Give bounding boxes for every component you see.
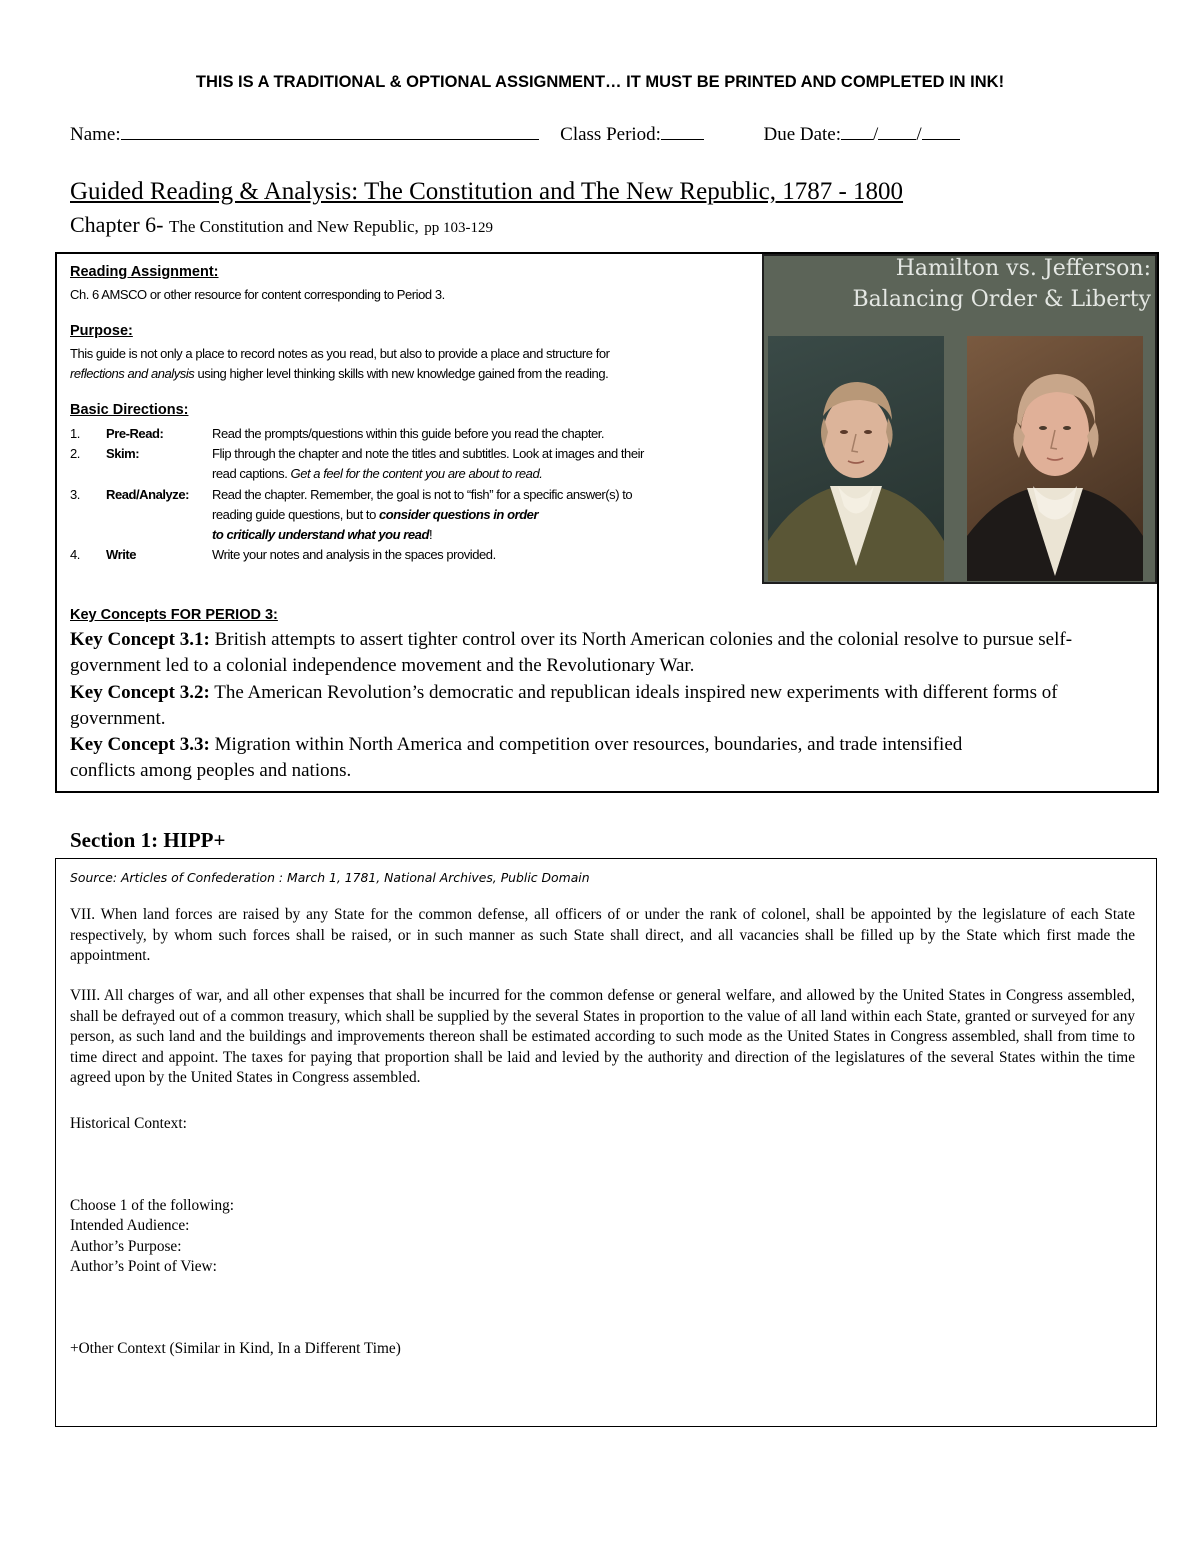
direction-number: 1. [70,426,80,441]
direction-term: Skim: [106,446,140,461]
direction-text [212,505,538,525]
direction-number: 3. [70,487,80,502]
key-concept-item [70,680,1120,733]
direction-term: Pre-Read: [106,426,164,441]
direction-number: 2. [70,446,80,461]
key-concept-text: British attempts to assert tighter control over its North American colonies and the colonial resolve to pursue self-government led to a colonial independence movement and the Revolutionary War. [70,629,1073,677]
purpose-line-2 [70,364,608,384]
due-date-label: Due Date: [763,124,842,145]
key-concepts-heading: Key Concepts FOR PERIOD 3: [70,607,278,623]
due-date-month-blank[interactable] [841,122,873,140]
class-period-blank[interactable] [661,122,704,140]
chapter-line [70,212,493,238]
key-concept-label: Key Concept 3.1: [70,629,210,650]
chapter-subtitle: The Constitution and New Republic, [168,217,419,236]
direction-text: Write your notes and analysis in the spaces provided. [212,547,496,562]
date-separator: / [873,124,879,145]
assignment-banner: THIS IS A TRADITIONAL & OPTIONAL ASSIGNMENT… IT MUST BE PRINTED AND COMPLETED IN INK! [195,73,1005,91]
jefferson-portrait-drawing [967,336,1143,581]
direction-text-part: ! [428,527,433,542]
directions-heading: Basic Directions: [70,402,189,418]
direction-emphasis: to critically understand what you read [212,527,429,542]
due-date-year-blank[interactable] [922,122,960,140]
jefferson-portrait [967,336,1143,581]
class-period-label: Class Period: [560,124,661,145]
authors-pov-label: Author’s Point of View: [70,1258,217,1275]
section-title: Section 1: HIPP+ [70,828,226,852]
intended-audience-label: Intended Audience: [70,1217,190,1234]
guide-title: Guided Reading & Analysis: The Constitution and The New Republic, 1787 - 1800 [70,178,904,205]
direction-text-part: reading guide questions, but to [212,507,376,522]
purpose-emphasis: reflections and analysis [70,366,195,381]
direction-text: Flip through the chapter and note the titles and subtitles. Look at images and their [212,446,644,461]
student-info-line [70,122,960,146]
key-concept-item [70,627,1120,680]
direction-emphasis: consider questions in order [375,507,539,522]
image-title-line-1: Hamilton vs. Jefferson: [895,256,1151,281]
chapter-number: Chapter 6- [70,212,164,237]
historical-context-label: Historical Context: [70,1115,187,1132]
reading-assignment-heading: Reading Assignment: [70,264,219,280]
key-concept-label: Key Concept 3.3: [70,734,210,756]
key-concept-text: Migration within North America and competition over resources, boundaries, and trade intensified conflicts among peoples and nations. [70,734,963,782]
direction-text: Read the prompts/questions within this guide before you read the chapter. [212,426,605,441]
direction-number: 4. [70,547,80,562]
direction-text-part: read captions. [212,466,288,481]
direction-text: Read the chapter. Remember, the goal is not to “fish” for a specific answer(s) to [212,487,633,502]
date-separator: / [916,124,922,145]
hamilton-portrait-drawing [768,336,944,581]
hamilton-jefferson-image [762,254,1157,584]
direction-text [212,525,432,545]
key-concept-label: Key Concept 3.2: [70,681,210,703]
due-date-day-blank[interactable] [878,122,916,140]
image-title-line-2: Balancing Order & Liberty [852,287,1151,312]
purpose-line-2-rest: using higher level thinking skills with new knowledge gained from the reading. [194,366,609,381]
other-context-label: +Other Context (Similar in Kind, In a Different Time) [70,1340,401,1357]
key-concepts-list [70,627,1120,785]
reading-assignment-text: Ch. 6 AMSCO or other resource for content corresponding to Period 3. [70,287,445,302]
direction-term: Write [106,547,137,562]
direction-emphasis: Get a feel for the content you are about to read. [287,466,543,481]
direction-term: Read/Analyze: [106,487,190,502]
purpose-line-1: This guide is not only a place to record notes as you read, but also to provide a place and structure for [70,346,610,361]
purpose-heading: Purpose: [70,323,133,339]
choose-instruction: Choose 1 of the following: [70,1197,235,1214]
key-concept-item [70,732,1120,785]
hamilton-portrait [768,336,944,581]
chapter-pages: pp 103-129 [424,220,493,236]
article-vii-text: VII. When land forces are raised by any State for the common defense, all officers of or under the rank of colonel, shall be appointed by the legislature of each State respectively, by whom such forces shall be raised, or in such manner as such State shall direct, and all vacancies shall be filled up by the State which first made the appointment. [70,906,1135,964]
direction-text [212,464,542,484]
name-label: Name: [70,124,121,145]
source-citation: Source: Articles of Confederation : March 1, 1781, National Archives, Public Domain [70,870,590,885]
article-viii-text: VIII. All charges of war, and all other expenses that shall be incurred for the common defense or general welfare, and allowed by the United States in Congress assembled, shall be defrayed out of a common treasury, which shall be supplied by the several States in proportion to the value of all land within each State, granted or surveyed for any person, as such land and the buildings and improvements thereon shall be estimated according to such mode as the United States in Congress assembled, shall from time to time direct and appoint. The taxes for paying that proportion shall be laid and levied by the authority and direction of the legislatures of the several States within the time agreed upon by the United States in Congress assembled. [70,987,1135,1086]
authors-purpose-label: Author’s Purpose: [70,1238,182,1255]
key-concept-text: The American Revolution’s democratic and republican ideals inspired new experiments with different forms of government. [70,681,1058,729]
name-blank[interactable] [121,122,539,140]
